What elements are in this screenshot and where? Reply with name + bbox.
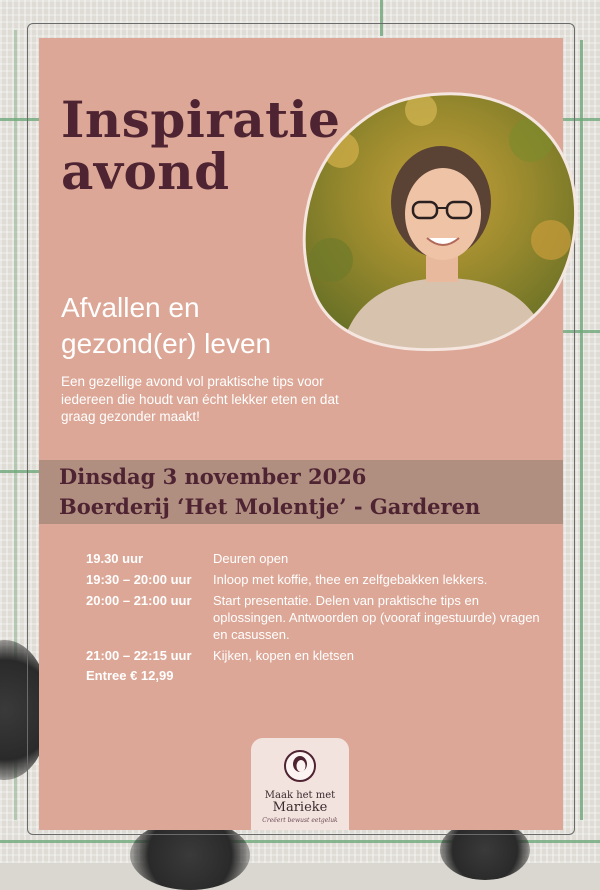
face-silhouette-icon [286,752,314,780]
portrait-photo-icon [301,90,577,352]
entree-price: Entree € 12,99 [86,668,174,683]
schedule-row [86,647,546,664]
schedule-time: 19:30 – 20:00 uur [86,572,192,587]
poster-subtitle [61,290,271,362]
schedule [86,550,546,683]
schedule-time: 20:00 – 21:00 uur [86,593,192,608]
schedule-desc: Start presentatie. Delen van praktische tips en oplossingen. Antwoorden op (vooraf ingestuurde) vragen en casussen. [213,593,540,642]
schedule-row [86,550,546,567]
date-location-band [39,460,563,524]
schedule-row [86,592,546,643]
schedule-time: 21:00 – 22:15 uur [86,648,192,663]
title-line-1: Inspiratie [61,90,341,149]
schedule-time: 19.30 uur [86,551,144,566]
logo-tagline: Creëert bewust eetgeluk [262,817,338,824]
event-poster [39,38,563,830]
subtitle-line-1: Afvallen en [61,292,200,323]
face-logo-icon [284,750,316,782]
event-date: Dinsdag 3 november 2026 [59,464,367,489]
title-line-2: avond [61,142,230,201]
intro-text: Een gezellige avond vol praktische tips voor iedereen die houdt van écht lekker eten en dat graag gezonder maakt! [61,374,339,424]
subtitle-line-2: gezond(er) leven [61,328,272,359]
cloth-stripe [580,40,583,820]
logo-line-2: Marieke [272,800,328,815]
poster-title [61,90,341,201]
event-location: Boerderij ‘Het Molentje’ - Garderen [59,494,481,519]
schedule-desc: Inloop met koffie, thee en zelfgebakken lekkers. [213,572,488,587]
schedule-desc: Kijken, kopen en kletsen [213,648,354,663]
schedule-row [86,571,546,588]
brand-logo [251,738,349,830]
schedule-desc: Deuren open [213,551,289,566]
logo-line-1: Maak het met [264,790,336,801]
